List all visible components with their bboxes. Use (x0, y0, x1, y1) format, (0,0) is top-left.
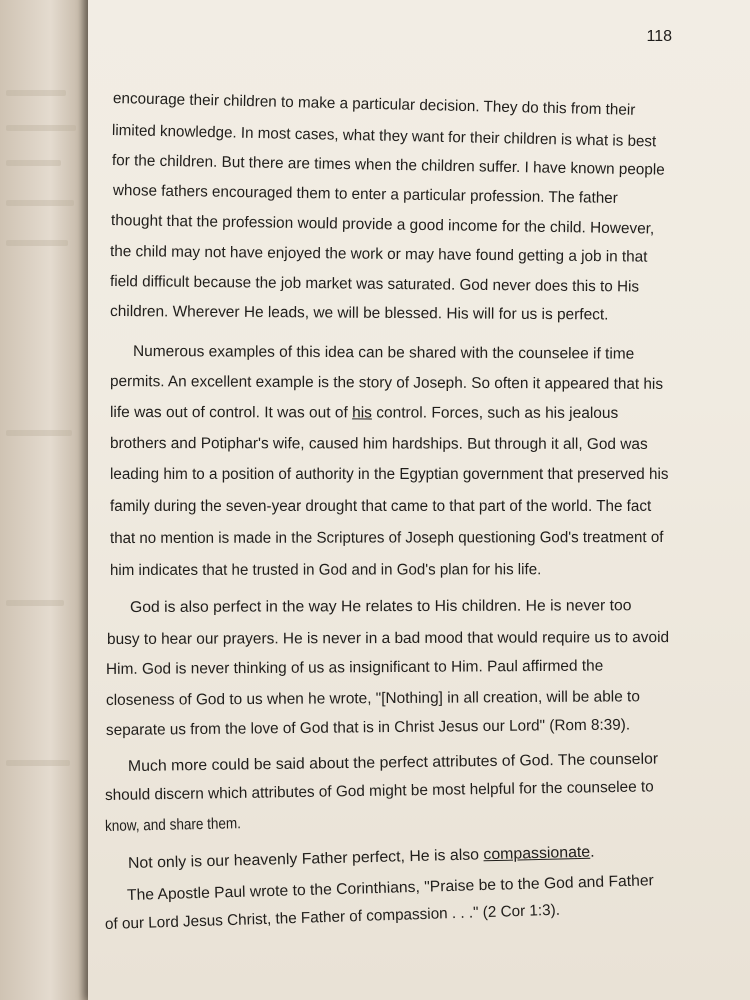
text-line: him indicates that he trusted in God and in God's plan for his life. (109, 561, 542, 579)
text-line: busy to hear our prayers. He is never in a bad mood that would require us to avoid (106, 629, 670, 648)
text-segment: control. Forces, such as his jealous (371, 404, 619, 422)
text-line: whose fathers encouraged them to enter a particular profession. The father (112, 182, 618, 207)
text-line: field difficult because the job market was saturated. God never does this to His (109, 273, 640, 296)
text-segment: . (589, 843, 595, 861)
text-line: family during the seven-year drought that came to that part of the world. The fact (110, 498, 652, 515)
underlined-word: his (352, 404, 372, 422)
text-line: The Apostle Paul wrote to the Corinthians, "Praise be to the God and Father (126, 872, 655, 904)
text-line: limited knowledge. In most cases, what they want for their children is what is best (111, 122, 657, 151)
text-line: know, and share them. (104, 815, 242, 835)
text-line (110, 404, 618, 423)
text-line: Much more could be said about the perfect attributes of God. The counselor (127, 750, 659, 775)
page-number: 118 (646, 28, 672, 45)
text-line: permits. An excellent example is the story of Joseph. So often it appeared that his (109, 373, 664, 393)
text-line: for the children. But there are times when the children suffer. I have known people (111, 152, 665, 179)
text-line: closeness of God to us when he wrote, "[Nothing] in all creation, will be able to (105, 688, 640, 709)
text-segment: Not only is our heavenly Father perfect, He is also (127, 846, 484, 872)
underlined-word: compassionate (483, 843, 591, 864)
text-segment: life was out of control. It was out of (109, 404, 353, 422)
text-line: separate us from the love of God that is in Christ Jesus our Lord" (Rom 8:39). (105, 716, 631, 739)
text-line: Numerous examples of this idea can be shared with the counselee if time (132, 343, 635, 363)
text-line: encourage their children to make a particular decision. They do this from their (112, 90, 636, 119)
text-line: brothers and Potiphar's wife, caused him hardships. But through it all, God was (109, 435, 648, 453)
text-line: thought that the profession would provide a good income for the child. However, (110, 212, 655, 238)
text-line: leading him to a position of authority in the Egyptian government that preserved his (110, 466, 669, 483)
text-line (128, 844, 595, 873)
text-line: should discern which attributes of God might be most helpful for the counselee to (104, 778, 654, 804)
text-line: that no mention is made in the Scriptures of Joseph questioning God's treatment of (109, 529, 664, 547)
text-line: God is also perfect in the way He relates to His children. He is never too (129, 597, 632, 616)
text-line: Him. God is never thinking of us as insignificant to Him. Paul affirmed the (105, 657, 604, 678)
text-line: the child may not have enjoyed the work or may have found getting a job in that (109, 243, 648, 266)
text-line: children. Wherever He leads, we will be blessed. His will for us is perfect. (109, 303, 609, 324)
text-line: of our Lord Jesus Christ, the Father of compassion . . ." (2 Cor 1:3). (104, 901, 561, 933)
